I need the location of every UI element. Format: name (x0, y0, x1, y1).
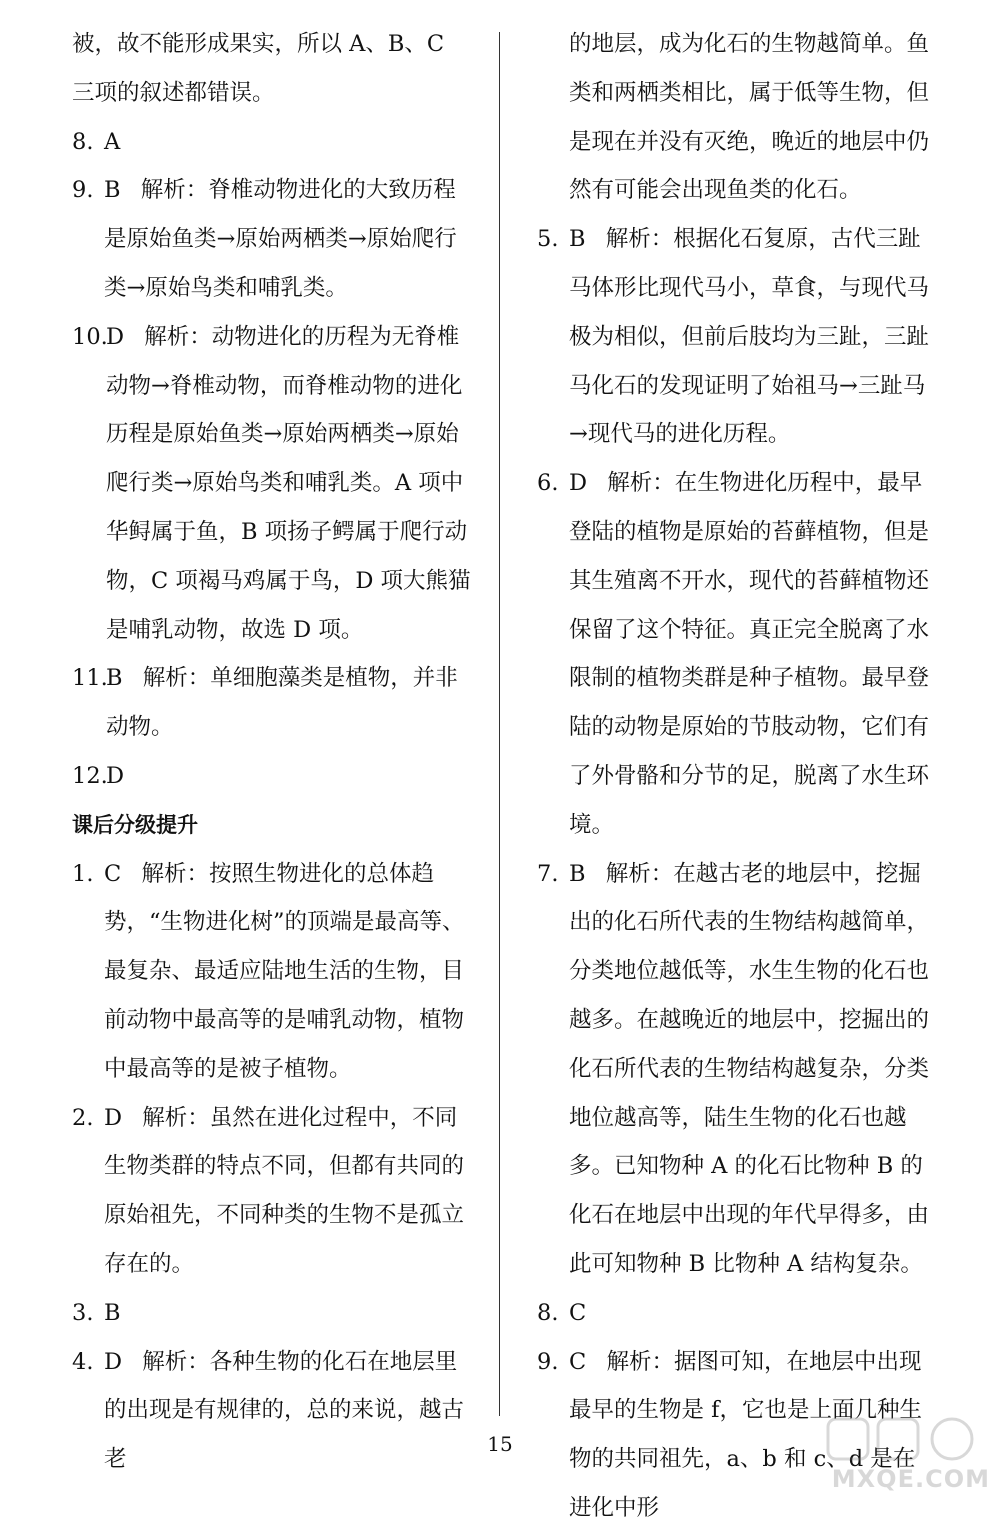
answer-item-s2 (72, 1094, 472, 1289)
item-answer: D (106, 762, 125, 789)
item-explanation: 解析：各种生物的化石在地层里的出现是有规律的，总的来说，越古老 (104, 1348, 465, 1473)
answer-item-s4 (72, 1338, 472, 1484)
item-answer: B (104, 177, 121, 204)
item-answer: D (569, 470, 588, 497)
item-answer: C (569, 1299, 587, 1326)
item-number: 12. (72, 762, 108, 789)
answer-item-s8 (537, 1289, 937, 1338)
continued-text-line1: 被，故不能形成果实，所以 A、B、C (72, 31, 445, 57)
item-answer: A (104, 128, 121, 155)
item-explanation: 解析：在越古老的地层中，挖掘出的化石所代表的生物结构越简单，分类地位越低等，水生生物的化石也越多。在越晚近的地层中，挖掘出的化石所代表的生物结构越复杂，分类地位越高等，陆生生物的化石也越多。已知物种 A 的化石比物种 B 的化石在地层中出现的年代早得多，由此可知物种 B 比物种 A 结构复杂。 (569, 860, 930, 1277)
item-number: 10. (72, 323, 108, 350)
item-explanation: 解析：根据化石复原，古代三趾马体形比现代马小，草食，与现代马极为相似，但前后肢均为三趾，三趾马化石的发现证明了始祖马→三趾马→现代马的进化历程。 (569, 226, 930, 448)
answer-item-s6 (537, 459, 937, 849)
item-explanation: 解析：据图可知，在地层中出现最早的生物是 f，它也是上面几种生物的共同祖先，a、b 和 c、d 是在进化中形 (569, 1348, 922, 1521)
section-title: 课后分级提升 (72, 812, 198, 837)
answer-item-s5 (537, 215, 937, 459)
item-number: 4. (72, 1348, 94, 1375)
item-explanation: 解析：虽然在进化过程中，不同生物类群的特点不同，但都有共同的原始祖先，不同种类的生物不是孤立存在的。 (104, 1104, 465, 1277)
item-number: 1. (72, 860, 94, 887)
item-explanation: 解析：单细胞藻类是植物，并非动物。 (106, 665, 458, 741)
item-explanation: 解析：脊椎动物进化的大致历程是原始鱼类→原始两栖类→原始爬行类→原始鸟类和哺乳类。 (104, 177, 457, 301)
item-number: 9. (72, 177, 94, 204)
answer-item-s3 (72, 1289, 472, 1338)
item-number: 9. (537, 1348, 559, 1375)
item-answer: C (569, 1348, 587, 1375)
item-number: 8. (72, 128, 94, 155)
right-column (537, 20, 937, 1533)
item-answer: B (106, 665, 123, 692)
item-number: 5. (537, 226, 559, 253)
item-number: 6. (537, 470, 559, 497)
item-answer: D (106, 323, 125, 350)
item-number: 3. (72, 1299, 94, 1326)
answer-item-9 (72, 166, 472, 312)
item-number: 2. (72, 1104, 94, 1131)
item-explanation: 解析：动物进化的历程为无脊椎动物→脊椎动物，而脊椎动物的进化历程是原始鱼类→原始两栖类→原始爬行类→原始鸟类和哺乳类。A 项中华鲟属于鱼，B 项扬子鳄属于爬行动物，C 项褐马鸡属于鸟，D 项大熊猫是哺乳动物，故选 D 项。 (106, 323, 471, 643)
item-answer: C (104, 860, 122, 887)
item-number: 11. (72, 665, 108, 692)
continued-text: 的地层，成为化石的生物越简单。鱼类和两栖类相比，属于低等生物，但是现在并没有灭绝，晚近的地层中仍然有可能会出现鱼类的化石。 (569, 31, 930, 204)
item-answer: B (569, 226, 586, 253)
answer-item-s1 (72, 850, 472, 1094)
page-number: 15 (487, 1432, 513, 1456)
item-explanation: 解析：按照生物进化的总体趋势，“生物进化树”的顶端是最高等、最复杂、最适应陆地生活的生物，目前动物中最高等的是哺乳动物，植物中最高等的是被子植物。 (104, 860, 465, 1082)
answer-item-s7 (537, 850, 937, 1289)
item-answer: B (104, 1299, 121, 1326)
column-divider (499, 32, 500, 1416)
left-column (72, 20, 472, 1484)
continued-text-line2: 三项的叙述都错误。 (72, 79, 275, 106)
answer-item-10 (72, 313, 472, 655)
watermark-seal-icon (820, 1413, 990, 1465)
item-answer: D (104, 1104, 123, 1131)
item-explanation: 解析：在生物进化历程中，最早登陆的植物是原始的苔藓植物，但是其生殖离不开水，现代的苔藓植物还保留了这个特征。真正完全脱离了水限制的植物类群是种子植物。最早登陆的动物是原始的节肢动物，它们有了外骨骼和分节的足，脱离了水生环境。 (569, 470, 930, 838)
item-number: 8. (537, 1299, 559, 1326)
watermark-logo (820, 1413, 990, 1493)
item-number: 7. (537, 860, 559, 887)
item-answer: D (104, 1348, 123, 1375)
item-answer: B (569, 860, 586, 887)
answer-item-8 (72, 118, 472, 167)
answer-item-11 (72, 654, 472, 752)
watermark-site: MXQE.COM (831, 1465, 990, 1493)
answer-item-12 (72, 752, 472, 801)
